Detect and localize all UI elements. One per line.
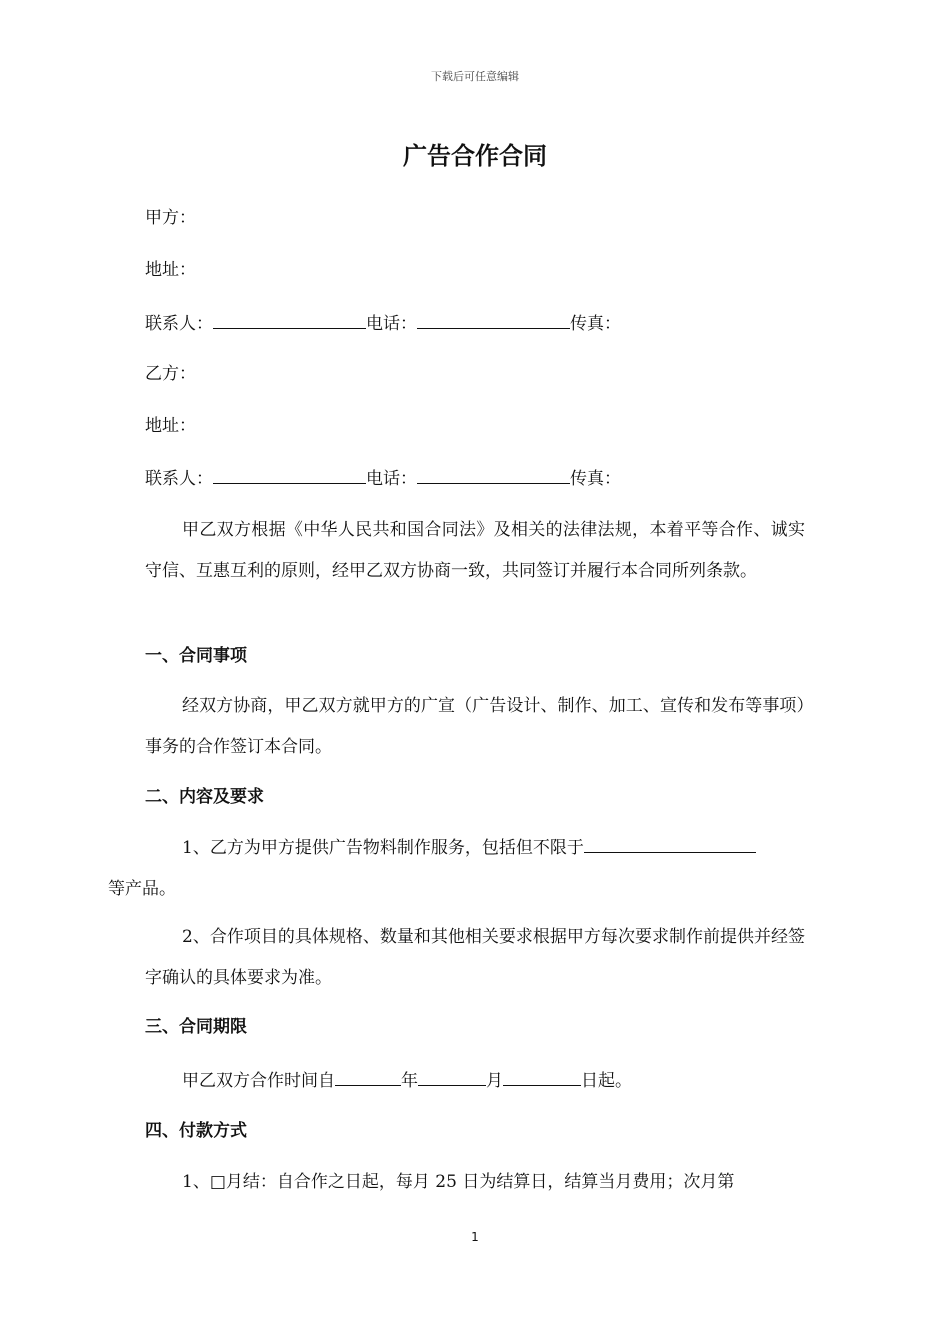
phone-blank[interactable] [417, 465, 570, 484]
month-blank[interactable] [418, 1067, 486, 1086]
section3-text [145, 1067, 805, 1093]
phone-blank[interactable] [417, 310, 570, 329]
year-label: 年 [401, 1071, 418, 1091]
phone-label: 电话： [366, 314, 417, 334]
item1-end: 等产品。 [108, 879, 176, 899]
section4-heading: 四、付款方式 [145, 1121, 247, 1141]
page-header: 下载后可任意编辑 [431, 70, 519, 83]
page-number: 1 [471, 1230, 479, 1244]
party-b-address: 地址： [145, 416, 196, 436]
preamble-paragraph: 甲乙双方根据《中华人民共和国合同法》及相关的法律法规，本着平等合作、诚实守信、互惠互利的原则，经甲乙双方协商一致，共同签订并履行本合同所列条款。 [145, 520, 805, 581]
section2-heading: 二、内容及要求 [145, 787, 264, 807]
item1-text: 1、乙方为甲方提供广告物料制作服务，包括但不限于 [182, 838, 584, 858]
contact-blank[interactable] [213, 465, 366, 484]
section2-item1 [108, 828, 805, 910]
section2-item2: 2、合作项目的具体规格、数量和其他相关要求根据甲方每次要求制作前提供并经签字确认的具体要求为准。 [145, 927, 805, 988]
document-title: 广告合作合同 [403, 142, 547, 170]
product-blank[interactable] [584, 834, 756, 853]
section1-text: 经双方协商，甲乙双方就甲方的广宣（广告设计、制作、加工、宣传和发布等事项）事务的合作签订本合同。 [145, 696, 805, 757]
section3-heading: 三、合同期限 [145, 1017, 247, 1037]
party-a-address: 地址： [145, 260, 196, 280]
fax-label: 传真： [570, 314, 621, 334]
phone-label: 电话： [366, 469, 417, 489]
day-blank[interactable] [503, 1067, 581, 1086]
contact-label: 联系人： [145, 469, 213, 489]
month-label: 月 [486, 1071, 503, 1091]
day-label: 日起。 [581, 1071, 632, 1091]
section4-item1: 1、□月结：自合作之日起，每月 25 日为结算日，结算当月费用；次月第 [182, 1172, 735, 1192]
period-text: 甲乙双方合作时间自 [182, 1071, 335, 1091]
party-a-contact-line [145, 310, 805, 336]
contact-blank[interactable] [213, 310, 366, 329]
section1-heading: 一、合同事项 [145, 646, 247, 666]
contact-label: 联系人： [145, 314, 213, 334]
year-blank[interactable] [335, 1067, 401, 1086]
party-a-label: 甲方： [145, 208, 196, 228]
party-b-label: 乙方： [145, 364, 196, 384]
fax-label: 传真： [570, 469, 621, 489]
party-b-contact-line [145, 465, 805, 491]
